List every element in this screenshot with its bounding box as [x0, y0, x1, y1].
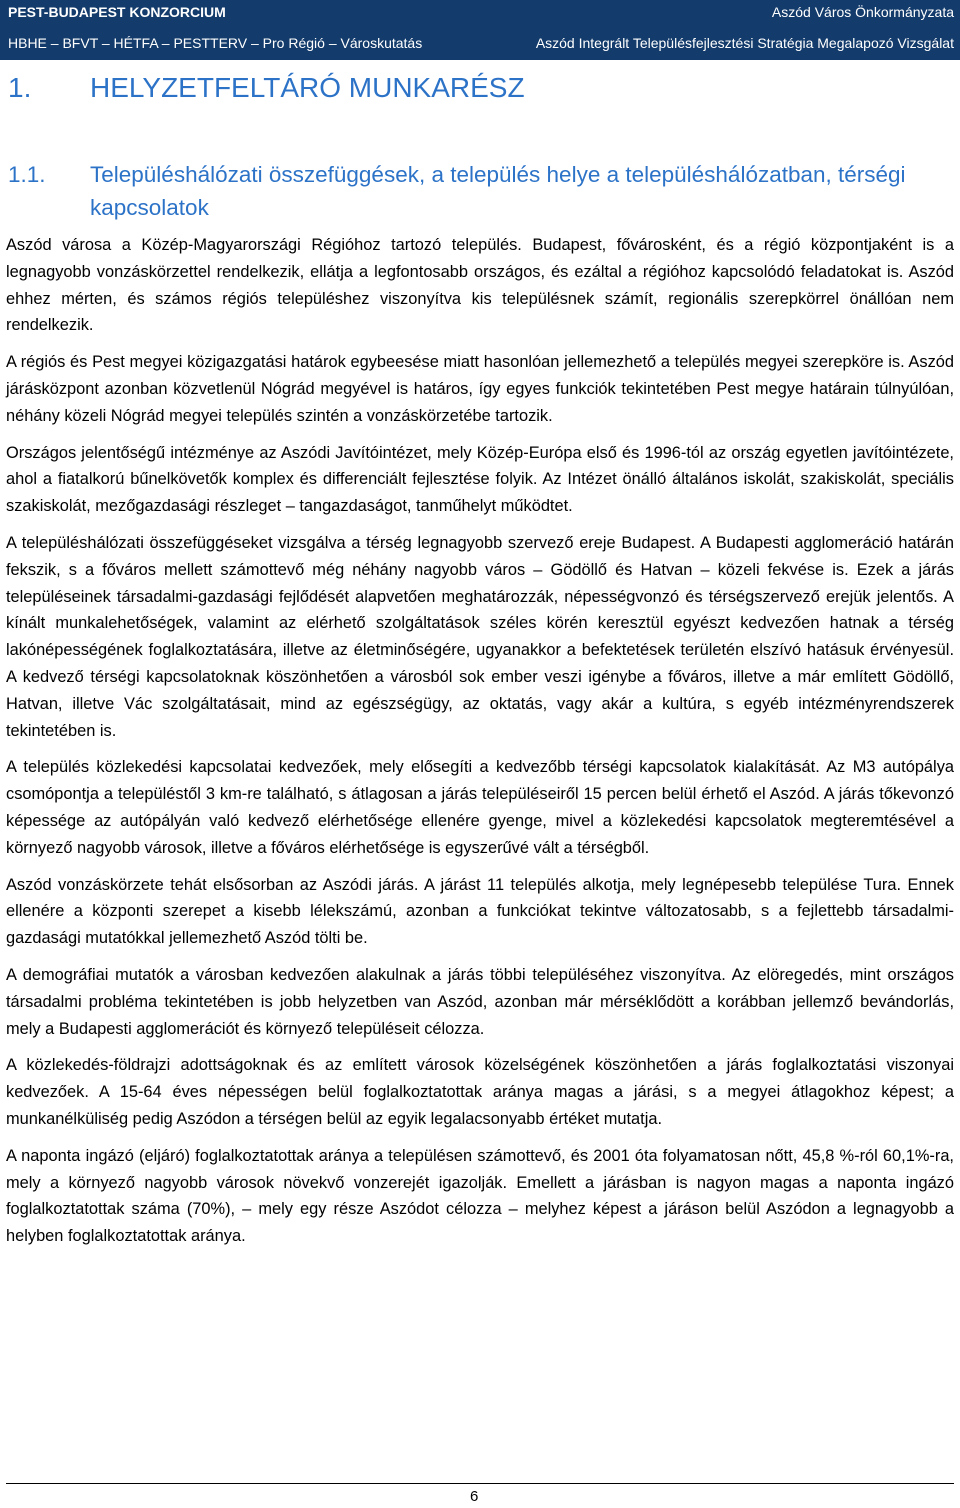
paragraph: Aszód városa a Közép-Magyarországi Régióhoz tartozó település. Budapest, fővárosként, és a régió központjaként is a legnagyobb vonzáskörzettel rendelkezik, ellátja a legfontosabb országos, és ezáltal a régióhoz kapcsolódó feladatokat is. Aszód ehhez mérten, és számos régiós településhez viszonyítva kis településnek számít, regionális szerepkörrel önállóan nem rendelkezik. [6, 236, 954, 335]
header-municipality: Aszód Város Önkormányzata [771, 4, 954, 20]
paragraph: A régiós és Pest megyei közigazgatási határok egybeesése miatt hasonlóan jellemezhető a település megyei szerepköre is. Aszód járásközpont azonban közvetlenül Nógrád megyével is határos, így egyes funkciók tekintetében Pest megye határain túlnyúlóan, néhány közeli Nógrád megyei település szintén a vonzáskörzetébe tartozik. [6, 353, 954, 425]
header-members: HBHE – BFVT – HÉTFA – PESTTERV – Pro Régió – Városkutatás [8, 35, 423, 51]
paragraph: Országos jelentőségű intézménye az Aszódi Javítóintézet, mely Közép-Európa első és 1996-tól az ország egyetlen javítóintézete, ahol a fiatalkorú bűnelkövetők komplex és differenciált fejlesztése folyik. Az Intézet önálló általános iskolát, szakiskolát, speciális szakiskolát, mezőgazdasági részleget – tangazdaságot, tanműhelyt működtet. [6, 443, 954, 516]
paragraph: A naponta ingázó (eljáró) foglalkoztatottak aránya a településen számottevő, és 2001 óta folyamatosan nőtt, 45,8 %-ról 60,1%-ra, mely a környező nagyobb városok növekvő vonzerejét igazolják. Emellett a járásban is nagyon magas a naponta ingázó foglalkoztatottak száma (70%), – mely egy része Aszódot célozza – melyhez képest a járáson belül Aszódon a legnagyobb a helyben foglalkoztatottak aránya. [6, 1146, 954, 1246]
body-text [6, 232, 954, 1260]
footer-divider [6, 1483, 954, 1484]
chapter-number: 1. [8, 72, 32, 103]
paragraph: A településhálózati összefüggéseket vizsgálva a térség legnagyobb szervező ereje Budapest. A Budapesti agglomeráció határán fekszik, s a főváros mellett számottevő még néhány nagyobb város – Gödöllő és Hatvan – közeli fekvése is. Ezek a járás településeinek társadalmi-gazdasági fejlődését alapvetően meghatározzák, népességvonzó és térségszervező erejük jelentős. A kínált munkalehetőségek, valamint az elérhető szolgáltatások széles körén keresztül egyészt kedvezően hatnak a térség lakónépességének foglalkoztatására, illetve az életminőségére, ugyanakkor a befektetések területén elszívó hatásuk érvényesül. A kedvező térségi kapcsolatoknak köszönhetően a városból sok ember veszi igénybe a főváros, illetve a már említett Gödöllő, Hatvan, illetve Vác szolgáltatásait, mind az egészségügy, az oktatás, vagy akár a kultúra, s egyéb intézményrendszerek tekintetében is. [6, 533, 954, 740]
page-header [0, 0, 960, 60]
paragraph: A közlekedés-földrajzi adottságoknak és az említett városok közelségének köszönhetően a járás foglalkoztatási viszonyai kedvezőek. A 15-64 éves népességen belül foglalkoztatottak aránya magas a járási, s a megyei átlagokhoz képest; a munkanélküliség pedig Aszódon a térségen belül az egyik legalacsonyabb értéket mutatja. [6, 1056, 954, 1128]
header-consortium-name: PEST-BUDAPEST KONZORCIUM [8, 4, 226, 20]
paragraph: Aszód vonzáskörzete tehát elsősorban az Aszódi járás. A járást 11 település alkotja, mely legnépesebb települése Tura. Ennek ellenére a központi szerepet a kisebb lélekszámú, azonban a funkciókat tekintve változatosabb, s a fejlettebb társadalmi-gazdasági mutatókkal jellemezhető Aszód tölti be. [6, 875, 954, 948]
chapter-heading [8, 71, 525, 105]
section-title: Településhálózati összefüggések, a település helye a településhálózatban, térségi kapcsolatok [90, 162, 906, 220]
chapter-title: HELYZETFELTÁRÓ MUNKARÉSZ [90, 72, 525, 103]
paragraph: A demográfiai mutatók a városban kedvezően alakulnak a járás többi településéhez viszonyítva. Az elöregedés, mint országos társadalmi probléma tekintetében is jobb helyzetben van Aszód, azonban már mérséklődött a korábban jellemző bevándorlás, mely a Budapesti agglomerációt és környező településeit célozza. [6, 965, 954, 1038]
page-number: 6 [470, 1488, 479, 1505]
section-heading [8, 158, 948, 224]
section-number: 1.1. [8, 162, 46, 187]
header-document-title: Aszód Integrált Településfejlesztési Stratégia Megalapozó Vizsgálat [535, 35, 954, 51]
paragraph: A település közlekedési kapcsolatai kedvezőek, mely elősegíti a kedvezőbb térségi kapcsolatok kialakítását. Az M3 autópálya csomópontja a településtől 3 km-re található, s átlagosan a járás településeiről 15 percen belül érhető el Aszód. A járás tőkevonzó képessége az autópályán való kedvező elérhetősége ellenére gyenge, mivel a közlekedési kapcsolatok megteremtésével a környező nagyobb városok, illetve a főváros elérhetősége is egyszerűvé vált a térségből. [6, 758, 954, 857]
